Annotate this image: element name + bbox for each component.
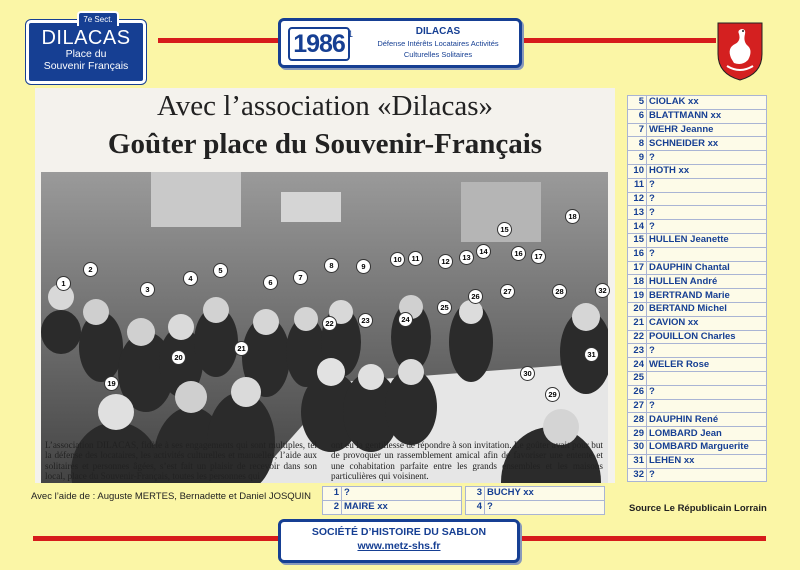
list-row [628,399,767,413]
header-subtitle-1: Défense Intérêts Locataires Activités [377,39,499,48]
photo-marker: 13 [459,250,474,265]
list-row-number: 21 [628,316,647,330]
list-row-name: ? [342,487,462,501]
list-row-name: ? [485,500,605,514]
photo-marker: 21 [234,341,249,356]
list-row-name: ? [647,385,767,399]
photo-marker: 22 [322,316,337,331]
list-row-name: SCHNEIDER xx [647,137,767,151]
list-row-number: 25 [628,371,647,385]
list-row-name: BUCHY xx [485,487,605,501]
list-row-number: 3 [466,487,485,501]
list-row [628,344,767,358]
list-row-name: LOMBARD Marguerite [647,440,767,454]
list-row [628,330,767,344]
photo-marker: 3 [140,282,155,297]
photo-marker: 15 [497,222,512,237]
list-row [323,487,462,501]
list-row-number: 18 [628,275,647,289]
list-row-number: 4 [466,500,485,514]
list-row [628,440,767,454]
list-row-number: 17 [628,261,647,275]
list-row-name: ? [647,206,767,220]
list-row-name: MAIRE xx [342,500,462,514]
list-row-name: ? [647,247,767,261]
list-row-number: 22 [628,330,647,344]
headline-2: Goûter place du Souvenir-Français [107,128,543,160]
list-row [628,164,767,178]
photo-marker: 10 [390,252,405,267]
list-row-name: POUILLON Charles [647,330,767,344]
street-sign [26,15,146,84]
photo-marker: 11 [408,251,423,266]
list-row-number: 23 [628,344,647,358]
photo-marker: 30 [520,366,535,381]
list-row-name: ? [647,468,767,482]
list-row-number: 9 [628,151,647,165]
identification-list-bottom-left [322,486,462,515]
list-row-name: ? [647,151,767,165]
header-box [278,18,522,68]
photo-marker: 23 [358,313,373,328]
list-row-number: 12 [628,192,647,206]
list-row-number: 8 [628,137,647,151]
list-row-name: BERTAND Michel [647,302,767,316]
coat-of-arms-icon [715,20,765,82]
list-row-name: ? [647,220,767,234]
list-row [628,123,767,137]
list-row-number: 7 [628,123,647,137]
list-row [628,137,767,151]
photo-marker: 20 [171,350,186,365]
list-row-number: 1 [323,487,342,501]
photo-marker: 24 [398,312,413,327]
year-label: 1986 [288,27,350,61]
list-row-number: 14 [628,220,647,234]
list-row-number: 30 [628,440,647,454]
list-row-number: 20 [628,302,647,316]
list-row-name: HULLEN Jeanette [647,233,767,247]
list-row-number: 13 [628,206,647,220]
list-row-number: 6 [628,109,647,123]
list-row [628,247,767,261]
street-sign-line2: Place du [65,48,107,60]
list-row-name: CAVION xx [647,316,767,330]
photo-marker: 4 [183,271,198,286]
list-row-number: 26 [628,385,647,399]
list-row [628,275,767,289]
list-row [628,427,767,441]
list-row [628,302,767,316]
top-red-bar-right [516,38,716,43]
photo-marker: 26 [468,289,483,304]
list-row-number: 29 [628,427,647,441]
caption-right: ont eu la gentillesse de répondre à son invitation. Le goûter avait pour but de provoquer un rassemblement amical afin de favoriser une entente et une cohabitation parfaite entre les grands ensembles et les maisons particulières qui voisinent. [331,440,603,481]
street-sign-title: DILACAS [41,27,131,49]
photo-marker: 6 [263,275,278,290]
header-title: DILACAS [415,26,461,37]
photo-marker: 8 [324,258,339,273]
list-row [628,316,767,330]
list-row [628,261,767,275]
list-row [628,385,767,399]
list-row-number: 19 [628,289,647,303]
headline-1: Avec l’association «Dilacas» [156,90,494,122]
photo-marker: 31 [584,347,599,362]
photo-marker: 5 [213,263,228,278]
list-row-name: WELER Rose [647,358,767,372]
list-row-name: WEHR Jeanne [647,123,767,137]
footer-website-link[interactable]: www.metz-shs.fr [357,540,441,552]
list-row-name: ? [647,192,767,206]
list-row-name: HULLEN André [647,275,767,289]
list-row-number: 24 [628,358,647,372]
list-row [628,109,767,123]
list-row-number: 15 [628,233,647,247]
list-row-name: ? [647,178,767,192]
photo-marker: 17 [531,249,546,264]
list-row-number: 28 [628,413,647,427]
identification-list [627,95,767,482]
list-row [628,371,767,385]
header-subtitle-2: Culturelles Solitaires [403,50,473,59]
photo-marker: 29 [545,387,560,402]
list-row [628,178,767,192]
list-row-number: 10 [628,164,647,178]
list-row-number: 32 [628,468,647,482]
list-row [466,487,605,501]
photo-marker: 9 [356,259,371,274]
photo-marker: 16 [511,246,526,261]
caption-left: L’association DILACAS, fidèle à ses engagements qui sont multiples, tel la défense des locataires, les activités culturelles et manuelles, l’aide aux solitaires et personnes âgées, s’est fait un plaisir de recevoir dans son local, place du Souvenir-Français, toutes les personnes qui [45,440,317,481]
list-row [628,289,767,303]
header-text [359,26,517,59]
source-line: Source Le Républicain Lorrain [629,503,767,514]
list-row-number: 5 [628,96,647,110]
list-row-name: ? [647,344,767,358]
photo-marker: 1 [56,276,71,291]
list-row-name [647,371,767,385]
list-row-name: LOMBARD Jean [647,427,767,441]
list-row-name: HOTH xx [647,164,767,178]
photo-marker: 25 [437,300,452,315]
list-row [628,233,767,247]
list-row [628,468,767,482]
year-superscript: 1 [348,29,354,39]
newspaper-clipping [35,88,615,483]
street-sign-section: 7e Sect. [77,11,119,26]
list-row [466,500,605,514]
list-row-name: DAUPHIN René [647,413,767,427]
list-row [628,192,767,206]
photo-marker: 28 [552,284,567,299]
photo-marker: 18 [565,209,580,224]
list-row-number: 11 [628,178,647,192]
list-row-name: LEHEN xx [647,454,767,468]
list-row [628,358,767,372]
list-row [628,96,767,110]
photo-marker: 19 [104,376,119,391]
street-sign-line3: Souvenir Français [43,60,129,72]
credit-line: Avec l’aide de : Auguste MERTES, Bernadette et Daniel JOSQUIN [31,491,312,502]
list-row-name: DAUPHIN Chantal [647,261,767,275]
list-row [628,206,767,220]
list-row-name: CIOLAK xx [647,96,767,110]
list-row-name: BLATTMANN xx [647,109,767,123]
list-row [628,151,767,165]
bottom-red-bar-left [33,536,278,541]
list-row [628,454,767,468]
list-row-name: ? [647,399,767,413]
list-row [628,220,767,234]
list-row-number: 16 [628,247,647,261]
photo-marker: 32 [595,283,610,298]
footer-box [278,519,520,563]
photo-marker: 14 [476,244,491,259]
photo-marker: 12 [438,254,453,269]
photo-marker: 27 [500,284,515,299]
photo-marker: 2 [83,262,98,277]
list-row [323,500,462,514]
list-row-number: 27 [628,399,647,413]
list-row-number: 31 [628,454,647,468]
list-row-name: BERTRAND Marie [647,289,767,303]
identification-list-bottom-right [465,486,605,515]
photo-marker: 7 [293,270,308,285]
list-row [628,413,767,427]
bottom-red-bar-right [514,536,766,541]
top-red-bar-left [158,38,278,43]
list-row-number: 2 [323,500,342,514]
footer-society: SOCIÉTÉ D’HISTOIRE DU SABLON [311,526,487,538]
